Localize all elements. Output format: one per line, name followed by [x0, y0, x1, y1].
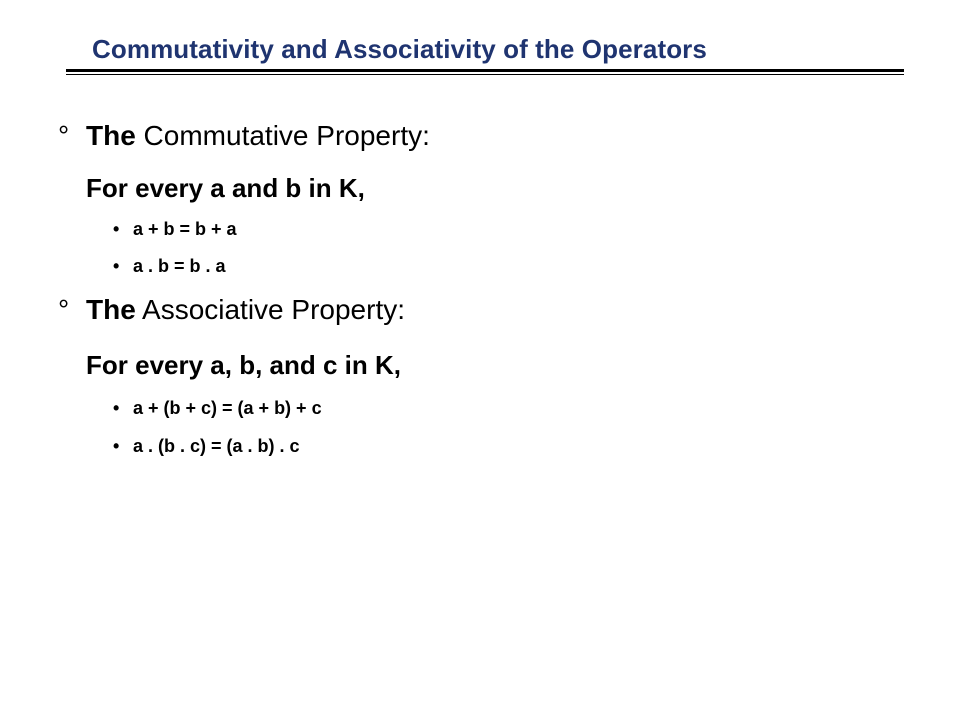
- heading-text: Associative Property:: [135, 294, 406, 325]
- heading-text: Commutative Property:: [135, 120, 430, 151]
- bullet: •: [113, 436, 120, 456]
- title-divider-thin: [66, 74, 904, 75]
- heading-bold-word: The: [86, 294, 136, 325]
- associative-item-addition: [113, 398, 322, 419]
- bullet: •: [113, 219, 120, 239]
- equation-text: a . b = b . a: [133, 256, 226, 276]
- bullet: •: [113, 256, 120, 276]
- heading-bold-word: The: [86, 120, 136, 151]
- commutative-heading: [58, 120, 430, 152]
- commutative-item-addition: [113, 219, 237, 240]
- equation-text: a + b = b + a: [133, 219, 237, 239]
- degree-marker: °: [58, 294, 70, 325]
- associative-heading: [58, 294, 405, 326]
- bullet: •: [113, 398, 120, 418]
- associative-item-multiplication: [113, 436, 300, 457]
- equation-text: a . (b . c) = (a . b) . c: [133, 436, 300, 456]
- title-divider: [66, 69, 904, 72]
- slide-title: Commutativity and Associativity of the Operators: [92, 34, 707, 64]
- equation-text: a + (b + c) = (a + b) + c: [133, 398, 322, 418]
- degree-marker: °: [58, 120, 70, 151]
- commutative-quantifier: For every a and b in K,: [86, 173, 365, 203]
- associative-quantifier: For every a, b, and c in K,: [86, 350, 401, 380]
- commutative-item-multiplication: [113, 256, 226, 277]
